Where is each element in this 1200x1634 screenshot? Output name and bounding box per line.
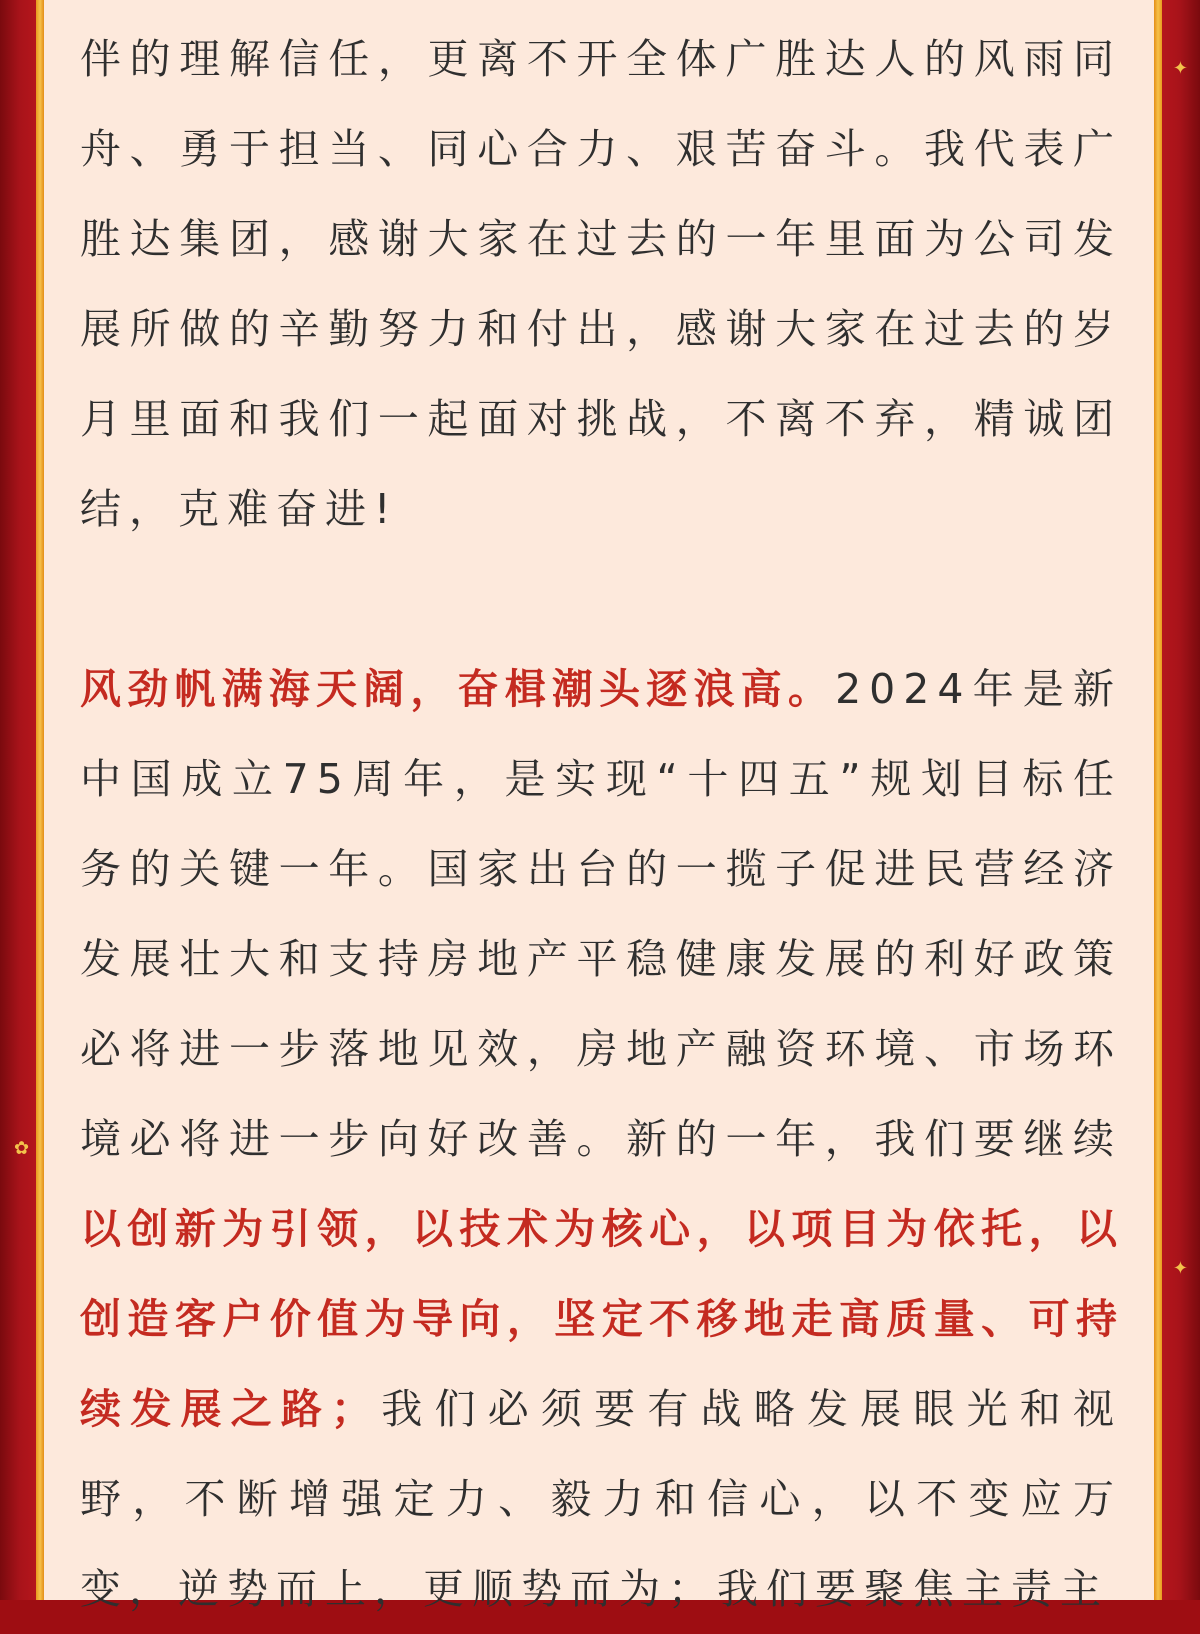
right-ornament-icon: ✦: [1172, 58, 1188, 79]
paragraph-1: 伴的理解信任，更离不开全体广胜达人的风雨同舟、勇于担当、同心合力、艰苦奋斗。我代表广胜达集团，感谢大家在过去的一年里面为公司发展所做的辛勤努力和付出，感谢大家在过去的岁月里面和我们一起面对挑战，不离不弃，精诚团结，克难奋进!: [80, 35, 1122, 533]
paragraph-2-text-1: 2024年是新中国成立75周年，是实现“十四五”规划目标任务的关键一年。国家出台的一揽子促进民营经济发展壮大和支持房地产平稳健康发展的利好政策必将进一步落地见效，房地产融资环境、市场环境必将进一步向好改善。新的一年，我们要继续: [80, 665, 1122, 1163]
right-red-frame: [1162, 0, 1200, 1600]
paragraph-gap: [80, 554, 1122, 644]
mid-highlight: 以创新为引领，以技术为核心，以项目为依托，以创造客户价值为导向，坚定不移地走高质量、可持续发展之路；: [80, 1205, 1122, 1433]
lead-highlight: 风劲帆满海天阔，奋楫潮头逐浪高。: [80, 665, 836, 713]
left-ornament-icon: ✿: [14, 1138, 30, 1159]
article-body: [80, 14, 1122, 1634]
right-gold-border: [1154, 0, 1162, 1600]
paragraph-2-text-2: 我们必须要有战略发展眼光和视野，不断增强定力、毅力和信心，以不变应万变，逆势而上，更顺势而为；我们要聚焦主责主: [80, 1385, 1123, 1613]
paragraph-2: [80, 644, 1122, 1634]
left-red-frame: [0, 0, 36, 1600]
right-ornament-icon-lower: ✦: [1172, 1258, 1188, 1279]
left-gold-border: [36, 0, 44, 1600]
